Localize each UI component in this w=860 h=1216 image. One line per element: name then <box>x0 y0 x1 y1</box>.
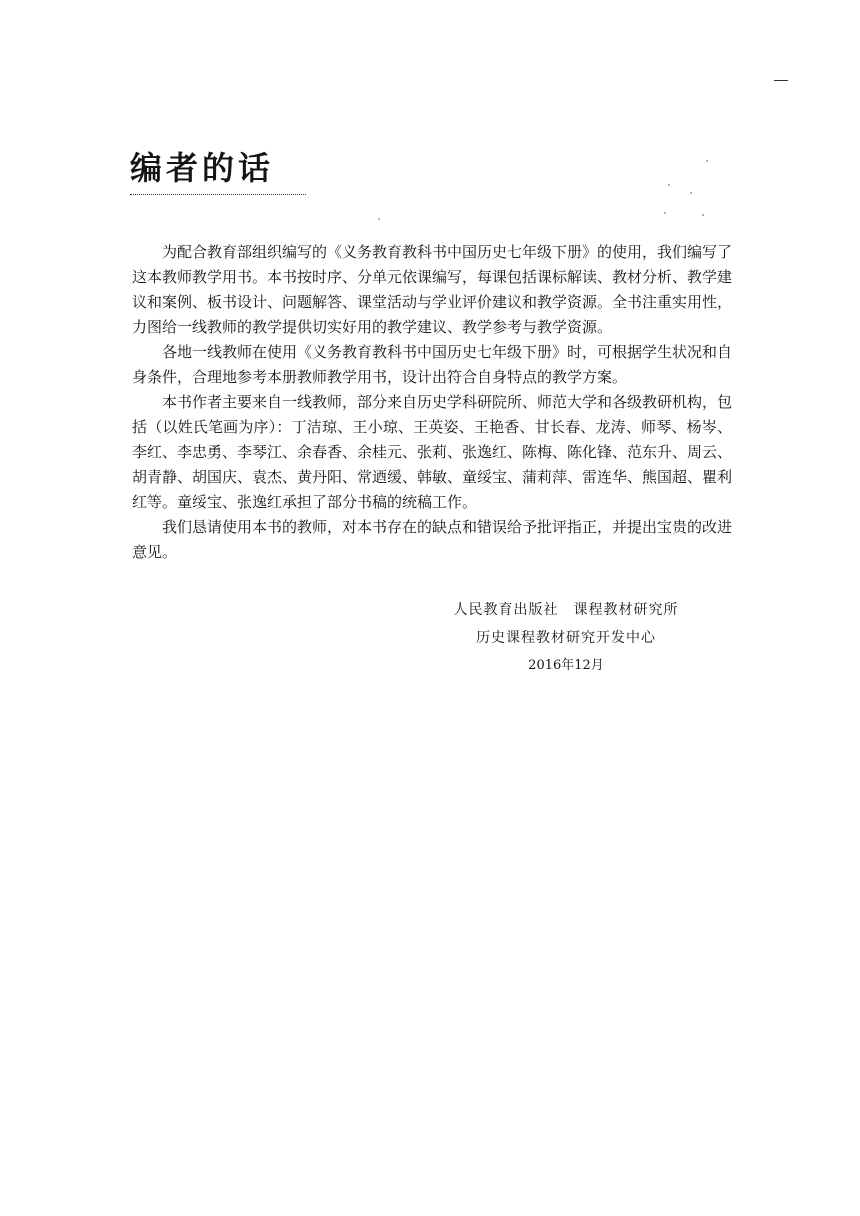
signature-center: 历史课程教材研究开发中心 <box>476 630 656 646</box>
scan-speck <box>668 184 670 186</box>
title-underline <box>130 194 306 195</box>
paragraph: 本书作者主要来自一线教师，部分来自历史学科研院所、师范大学和各级教研机构，包括（以姓氏笔画为序）：丁洁琼、王小琼、王英姿、王艳香、甘长春、龙涛、师琴、杨岑、李红、李忠勇、李琴江、余春香、余桂元、张莉、张逸红、陈梅、陈化锋、范东升、周云、胡青静、胡国庆、袁杰、黄丹阳、常迺缓、韩敏、童绥宝、蒲莉萍、雷连华、熊国超、瞿利红等。童绥宝、张逸红承担了部分书稿的统稿工作。 <box>132 393 733 511</box>
scan-speck <box>702 214 704 216</box>
scan-speck <box>706 160 708 162</box>
page-title: 编者的话 <box>130 149 275 187</box>
signature-publisher: 人民教育出版社 课程教材研究所 <box>453 602 679 618</box>
preface-body <box>132 240 732 565</box>
scan-speck <box>378 218 380 220</box>
signature-block <box>420 596 712 680</box>
paragraph: 为配合教育部组织编写的《义务教育教科书中国历史七年级下册》的使用，我们编写了这本教师教学用书。本书按时序、分单元依课编写，每课包括课标解读、教材分析、教学建议和案例、板书设计、问题解答、课堂活动与学业评价建议和教学资源。全书注重实用性，力图给一线教师的教学提供切实好用的教学建议、教学参考与教学资源。 <box>132 243 733 336</box>
paragraph: 我们恳请使用本书的教师，对本书存在的缺点和错误给予批评指正，并提出宝贵的改进意见。 <box>132 518 733 561</box>
signature-date: 2016年12月 <box>528 658 604 673</box>
scan-speck <box>690 192 692 194</box>
scan-speck <box>664 212 666 214</box>
corner-scan-mark <box>774 80 788 81</box>
paragraph: 各地一线教师在使用《义务教育教科书中国历史七年级下册》时，可根据学生状况和自身条件，合理地参考本册教师教学用书，设计出符合自身特点的教学方案。 <box>132 343 733 386</box>
